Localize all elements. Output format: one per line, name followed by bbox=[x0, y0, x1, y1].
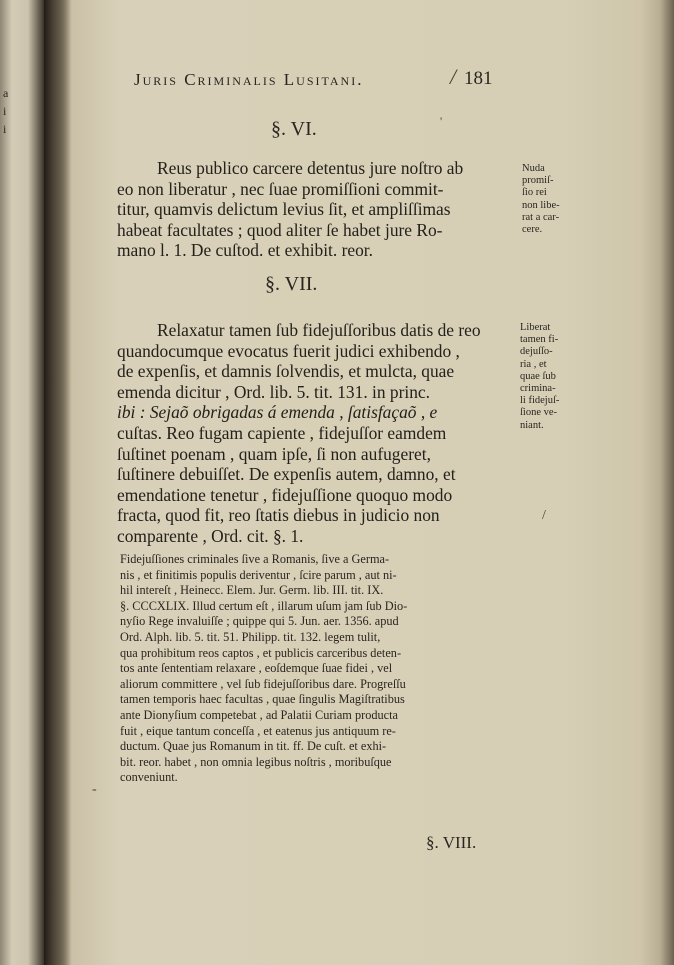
footnote-line: nis , et finitimis populis deriventur , ſcire parum , aut ni- bbox=[120, 567, 397, 582]
paragraph-line: cuſtas. Reo fugam capiente , fidejuſſor eamdem bbox=[117, 422, 447, 443]
margin-note-line: rat a car- bbox=[522, 211, 560, 223]
footnote-line: §. CCCXLIX. Illud certum eſt , illarum uſum jam ſub Dio- bbox=[120, 598, 408, 613]
ink-speck: / bbox=[542, 508, 546, 523]
margin-note-line: quae ſub bbox=[520, 370, 556, 382]
footnote-line: aliorum committere , vel ſub fidejuſſoribus dare. Progreſſu bbox=[120, 676, 406, 691]
margin-note-line: dejuſſo- bbox=[520, 346, 553, 358]
left-page-letter: i bbox=[3, 104, 7, 118]
margin-note-line: crimina- bbox=[520, 383, 556, 395]
footnote-line: tamen temporis haec facultas , quae ſingulis Magiſtratibus bbox=[120, 692, 405, 707]
margin-note-line: promiſ- bbox=[522, 175, 554, 187]
margin-note-line: tamen fi- bbox=[520, 334, 559, 346]
running-head-title: Juris Criminalis Lusitani. bbox=[134, 70, 364, 89]
paragraph-line: comparente , Ord. cit. §. 1. bbox=[117, 525, 304, 546]
paragraph-line: Reus publico carcere detentus jure noſtro ab bbox=[157, 158, 464, 178]
left-page-letter: a bbox=[3, 86, 9, 100]
footnote-line: tos ante ſententiam relaxare , eoſdemque ſuae fidei , vel bbox=[120, 661, 393, 676]
paragraph-line: mano l. 1. De cuſtod. et exhibit. reor. bbox=[117, 240, 373, 261]
paragraph-line: fracta, quod fit, reo ſtatis diebus in judicio non bbox=[117, 505, 440, 526]
footnote-line: hil intereſt , Heinecc. Elem. Jur. Germ. lib. III. tit. IX. bbox=[120, 583, 384, 598]
footnote-line: qua prohibitum reos captos , et publicis carceribus deten- bbox=[120, 645, 402, 660]
footnote-block bbox=[90, 552, 500, 786]
margin-note-line: ſione ve- bbox=[520, 407, 558, 419]
paragraph-line: ſuſtinere debuiſſet. De expenſis autem, damno, et bbox=[117, 464, 456, 485]
margin-note-vii bbox=[520, 322, 559, 432]
paragraph-line: ſuſtinet poenam , quam ipſe, ſi non aufugeret, bbox=[117, 443, 431, 464]
paragraph-line: de expenſis, et damnis ſolvendis, et mulcta, quae bbox=[117, 361, 455, 382]
footnote-line: ante Dionyſium competebat , ad Palatii Curiam producta bbox=[120, 707, 398, 722]
paragraph-line: emendatione tenetur , fidejuſſione quoquo modo bbox=[117, 484, 453, 505]
footnote-line: fuit , eique tantum conceſſa , et eatenus jus antiquum re- bbox=[120, 723, 396, 738]
footnote-line: bit. reor. habet , non omnia legibus noſtris , moribuſque bbox=[120, 754, 392, 769]
margin-note-line: non libe- bbox=[522, 199, 560, 211]
footnote-line: Ord. Alph. lib. 5. tit. 51. Philipp. tit. 132. legem tulit, bbox=[120, 629, 381, 644]
left-page-edge bbox=[0, 0, 44, 965]
margin-note-line: Nuda bbox=[522, 163, 545, 174]
paragraph-line: habeat facultates ; quod aliter ſe habet jure Ro- bbox=[117, 219, 443, 240]
footnote-line: Fidejuſſiones criminales ſive a Romanis, ſive a Germa- bbox=[120, 552, 390, 566]
section-vii-paragraph bbox=[117, 320, 519, 547]
page-number: 181 bbox=[464, 68, 493, 89]
section-vi-paragraph bbox=[117, 158, 519, 261]
ink-speck: ' bbox=[440, 114, 443, 128]
paragraph-line: titur, quamvis delictum levius ſit, et ampliſſimas bbox=[117, 199, 451, 220]
margin-note-line: ſio rei bbox=[522, 187, 547, 199]
margin-note-line: niant. bbox=[520, 419, 544, 431]
paragraph-line: eo non liberatur , nec ſuae promiſſioni commit- bbox=[117, 178, 444, 199]
catchword: §. VIII. bbox=[426, 833, 477, 852]
ink-speck: - bbox=[92, 782, 97, 797]
paragraph-line: Relaxatur tamen ſub fidejuſſoribus datis de reo bbox=[157, 320, 481, 340]
margin-note-vi bbox=[522, 163, 560, 236]
margin-note-line: ria , et bbox=[520, 358, 547, 370]
book-page bbox=[70, 0, 674, 965]
margin-note-line: cere. bbox=[522, 224, 543, 236]
paragraph-line: quandocumque evocatus fuerit judici exhibendo , bbox=[117, 340, 460, 361]
left-page-letter: i bbox=[3, 122, 7, 136]
footnote-line: nyſio Rege invaluiſſe ; quippe qui 5. Jun. aer. 1356. apud bbox=[120, 614, 399, 629]
gutter-shadow bbox=[44, 0, 72, 965]
handwritten-mark: / bbox=[450, 64, 457, 89]
section-heading-vii: §. VII. bbox=[265, 273, 318, 295]
footnote-line: ductum. Quae jus Romanum in tit. ff. De cuſt. et exhi- bbox=[120, 739, 387, 754]
footnote-line: conveniunt. bbox=[120, 770, 178, 785]
section-heading-vi: §. VI. bbox=[271, 118, 317, 140]
margin-note-line: Liberat bbox=[520, 322, 551, 333]
paragraph-line: ibi : Sejaõ obrigadas á emenda , ſatisfaçaõ , e bbox=[117, 402, 438, 423]
margin-note-line: li fidejuſ- bbox=[520, 395, 560, 407]
paragraph-line: emenda dicitur , Ord. lib. 5. tit. 131. in princ. bbox=[117, 381, 430, 402]
